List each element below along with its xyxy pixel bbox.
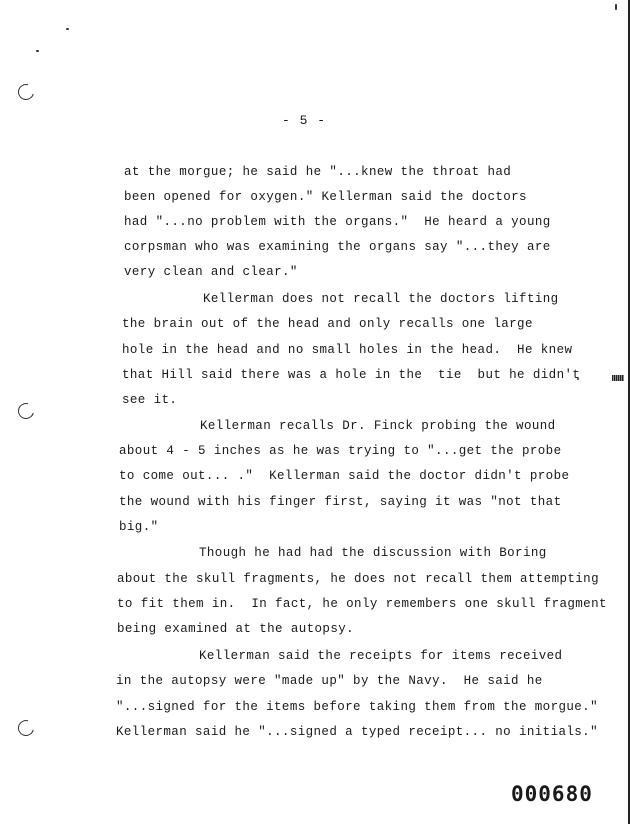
text-line: Kellerman said the receipts for items received (199, 649, 563, 663)
text-line: big." (119, 520, 159, 534)
text-line: being examined at the autopsy. (117, 622, 355, 636)
text-line: corpsman who was examining the organs say "...they are (124, 240, 551, 254)
text-line: had "...no problem with the organs." He heard a young (124, 215, 551, 229)
text-line: Though he had had the discussion with Boring (199, 546, 547, 560)
text-line: at the morgue; he said he "...knew the throat had (124, 165, 512, 179)
text-line: about the skull fragments, he does not recall them attempting (117, 572, 599, 586)
text-line: the brain out of the head and only recalls one large (122, 317, 533, 331)
binder-hole-icon (15, 717, 37, 739)
text-line: to come out... ." Kellerman said the doctor didn't probe (119, 469, 570, 483)
text-line: Kellerman does not recall the doctors lifting (203, 292, 559, 306)
binder-hole-icon (15, 400, 37, 422)
text-line: about 4 - 5 inches as he was trying to "...get the probe (119, 444, 562, 458)
text-line: been opened for oxygen." Kellerman said the doctors (124, 190, 527, 204)
text-line: Kellerman recalls Dr. Finck probing the wound (200, 419, 556, 433)
text-line: the wound with his finger first, saying it was "not that (119, 495, 562, 509)
text-line: to fit them in. In fact, he only remembers one skull fragment (117, 597, 607, 611)
text-line: "...signed for the items before taking them from the morgue." (116, 700, 598, 714)
binder-hole-icon (15, 81, 37, 103)
text-line: in the autopsy were "made up" by the Navy. He said he (116, 674, 543, 688)
speck (615, 4, 617, 10)
page-number: - 5 - (282, 113, 327, 128)
text-line: hole in the head and no small holes in the head. He knew (122, 343, 573, 357)
text-line: very clean and clear." (124, 265, 298, 279)
speck (66, 28, 69, 30)
text-line: see it. (122, 393, 178, 407)
document-id: 000680 (511, 782, 593, 806)
page-edge (628, 0, 630, 824)
margin-mark (612, 375, 624, 381)
speck (36, 50, 39, 52)
text-line: Kellerman said he "...signed a typed receipt... no initials." (116, 725, 598, 739)
text-line: that Hill said there was a hole in the tie but he didn't (122, 368, 581, 382)
